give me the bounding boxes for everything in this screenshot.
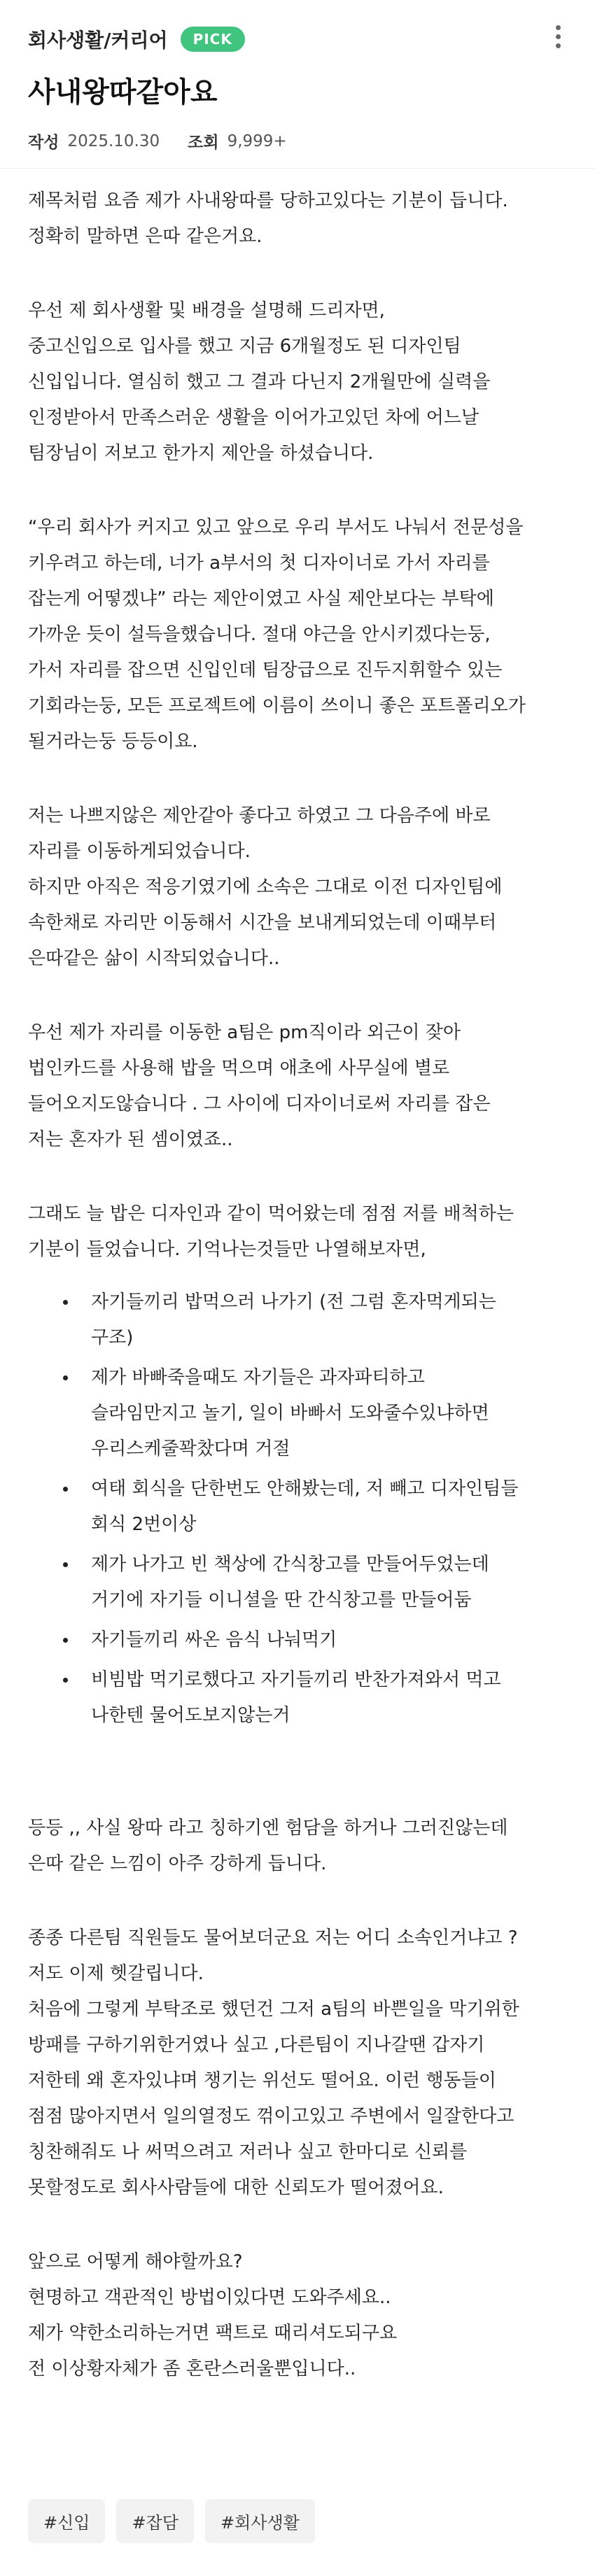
text-line: 저도 이제 헷갈립니다. bbox=[28, 1963, 204, 1984]
text-line: 그래도 늘 밥은 디자인과 같이 먹어왔는데 점점 저를 배척하는 bbox=[28, 1203, 514, 1224]
paragraph-5 bbox=[28, 1015, 581, 1158]
text-line: 기회라는둥, 모든 프로젝트에 이름이 쓰이니 좋은 포트폴리오가 bbox=[28, 695, 526, 716]
list-item bbox=[63, 1662, 581, 1734]
divider bbox=[0, 168, 595, 169]
text-line: 가까운 듯이 설득을했습니다. 절대 야근을 안시키겠다는둥, bbox=[28, 624, 491, 645]
text-line: 거기에 자기들 이니셜을 딴 간식창고를 만들어둠 bbox=[91, 1590, 472, 1611]
post-header bbox=[0, 0, 595, 126]
text-line: 여태 회식을 단한번도 안해봤는데, 저 빼고 디자인팀들 bbox=[91, 1478, 519, 1499]
text-line: 처음에 그렇게 부탁조로 했던건 그저 a팀의 바쁜일을 막기위한 bbox=[28, 1999, 519, 2020]
text-line: 우선 제 회사생활 및 배경을 설명해 드리자면, bbox=[28, 300, 385, 321]
text-line: 못할정도로 회사사람들에 대한 신뢰도가 떨어졌어요. bbox=[28, 2177, 444, 2198]
text-line: 제가 약한소리하는거면 팩트로 때리셔도되구요 bbox=[28, 2323, 398, 2344]
paragraph-9 bbox=[28, 2244, 581, 2387]
text-line: 등등 ,, 사실 왕따 라고 칭하기엔 험담을 하거나 그러진않는데 bbox=[28, 1818, 508, 1839]
paragraph-4 bbox=[28, 798, 581, 977]
text-line: 키우려고 하는데, 너가 a부서의 첫 디자이너로 가서 자리를 bbox=[28, 553, 490, 574]
tag-list bbox=[28, 2499, 326, 2543]
text-line: 구조) bbox=[91, 1327, 134, 1348]
text-line: 중고신입으로 입사를 했고 지금 6개월정도 된 디자인팀 bbox=[28, 336, 461, 357]
text-line: 나한텐 물어도보지않는거 bbox=[91, 1705, 290, 1726]
views-count: 9,999+ bbox=[227, 132, 287, 150]
text-line: 은따 같은 느낌이 아주 강하게 듭니다. bbox=[28, 1853, 327, 1874]
written-label: 작성 bbox=[28, 134, 59, 152]
text-line: 제가 나가고 빈 책상에 간식창고를 만들어두었는데 bbox=[91, 1554, 489, 1575]
list-item bbox=[63, 1285, 581, 1356]
text-line: 정확히 말하면 은따 같은거요. bbox=[28, 226, 262, 247]
text-line: 속한채로 자리만 이동해서 시간을 보내게되었는데 이때부터 bbox=[28, 912, 497, 933]
text-line: 팀장님이 저보고 한가지 제안을 하셨습니다. bbox=[28, 443, 374, 464]
text-line: 은따같은 삶이 시작되었습니다.. bbox=[28, 948, 280, 969]
text-line: 잡는게 어떻겠냐” 라는 제안이였고 사실 제안보다는 부탁에 bbox=[28, 588, 494, 609]
text-line: 자리를 이동하게되었습니다. bbox=[28, 841, 251, 862]
tag-chip[interactable]: #신입 bbox=[28, 2499, 105, 2543]
written-date: 2025.10.30 bbox=[67, 132, 160, 150]
text-line: 가서 자리를 잡으면 신입인데 팀장급으로 진두지휘할수 있는 bbox=[28, 660, 503, 681]
views-label: 조회 bbox=[188, 134, 219, 152]
text-line: 전 이상황자체가 좀 혼란스러울뿐입니다.. bbox=[28, 2358, 356, 2379]
paragraph-1 bbox=[28, 183, 581, 255]
text-line: 앞으로 어떻게 해야할까요? bbox=[28, 2251, 243, 2272]
bullet-list bbox=[28, 1285, 581, 1734]
text-line: “우리 회사가 커지고 있고 앞으로 우리 부서도 나눠서 전문성을 bbox=[28, 517, 524, 538]
list-item bbox=[63, 1471, 581, 1543]
text-line: 제가 바빠죽을때도 자기들은 과자파티하고 bbox=[91, 1367, 425, 1388]
category-row bbox=[28, 20, 245, 59]
list-item bbox=[63, 1547, 581, 1618]
paragraph-2 bbox=[28, 293, 581, 472]
text-line: 우리스케줄꽉찼다며 거절 bbox=[91, 1438, 290, 1459]
list-item bbox=[63, 1360, 581, 1467]
category-label[interactable]: 회사생활/커리어 bbox=[28, 29, 168, 52]
post-title: 사내왕따같아요 bbox=[28, 76, 218, 108]
paragraph-6 bbox=[28, 1196, 581, 1268]
paragraph-8 bbox=[28, 1920, 581, 2206]
more-options-icon[interactable] bbox=[547, 21, 568, 55]
text-line: 될거라는둥 등등이요. bbox=[28, 731, 198, 752]
text-line: 자기들끼리 밥먹으러 나가기 (전 그럼 혼자먹게되는 bbox=[91, 1291, 496, 1312]
text-line: 비빔밥 먹기로했다고 자기들끼리 반찬가져와서 먹고 bbox=[91, 1669, 501, 1690]
text-line: 기분이 들었습니다. 기억나는것들만 나열해보자면, bbox=[28, 1239, 426, 1260]
text-line: 제목처럼 요즘 제가 사내왕따를 당하고있다는 기분이 듭니다. bbox=[28, 190, 508, 211]
text-line: 하지만 아직은 적응기였기에 소속은 그대로 이전 디자인팀에 bbox=[28, 877, 503, 898]
text-line: 회식 2번이상 bbox=[91, 1514, 197, 1535]
text-line: 법인카드를 사용해 밥을 먹으며 애초에 사무실에 별로 bbox=[28, 1058, 450, 1079]
tag-chip[interactable]: #회사생활 bbox=[205, 2499, 315, 2543]
pick-badge: PICK bbox=[181, 27, 245, 52]
paragraph-7 bbox=[28, 1811, 581, 1882]
text-line: 우선 제가 자리를 이동한 a팀은 pm직이라 외근이 잦아 bbox=[28, 1022, 461, 1043]
text-line: 점점 많아지면서 일의열정도 꺾이고있고 주변에서 일잘한다고 bbox=[28, 2106, 514, 2127]
list-item bbox=[63, 1622, 581, 1658]
text-line: 저는 혼자가 된 셈이였죠.. bbox=[28, 1129, 233, 1150]
text-line: 저한테 왜 혼자있냐며 챙기는 위선도 떨어요. 이런 행동들이 bbox=[28, 2070, 496, 2091]
text-line: 자기들끼리 싸온 음식 나눠먹기 bbox=[91, 1629, 337, 1650]
paragraph-3 bbox=[28, 510, 581, 760]
post-body bbox=[28, 183, 581, 2426]
text-line: 현명하고 객관적인 방법이있다면 도와주세요.. bbox=[28, 2287, 391, 2308]
text-line: 방패를 구하기위한거였나 싶고 ,다른팀이 지나갈땐 갑자기 bbox=[28, 2034, 485, 2055]
text-line: 저는 나쁘지않은 제안같아 좋다고 하였고 그 다음주에 바로 bbox=[28, 805, 491, 826]
text-line: 칭찬해줘도 나 써먹으려고 저러나 싶고 한마디로 신뢰를 bbox=[28, 2142, 468, 2163]
text-line: 들어오지도않습니다 . 그 사이에 디자이너로써 자리를 잡은 bbox=[28, 1094, 491, 1114]
tag-chip[interactable]: #잡담 bbox=[116, 2499, 193, 2543]
text-line: 종종 다른팀 직원들도 물어보더군요 저는 어디 소속인거냐고 ? bbox=[28, 1927, 518, 1948]
text-line: 신입입니다. 열심히 했고 그 결과 다닌지 2개월만에 실력을 bbox=[28, 371, 491, 392]
text-line: 인정받아서 만족스러운 생활을 이어가고있던 차에 어느날 bbox=[28, 407, 479, 428]
text-line: 슬라임만지고 놀기, 일이 바빠서 도와줄수있냐하면 bbox=[91, 1403, 489, 1424]
post-meta bbox=[28, 129, 315, 153]
